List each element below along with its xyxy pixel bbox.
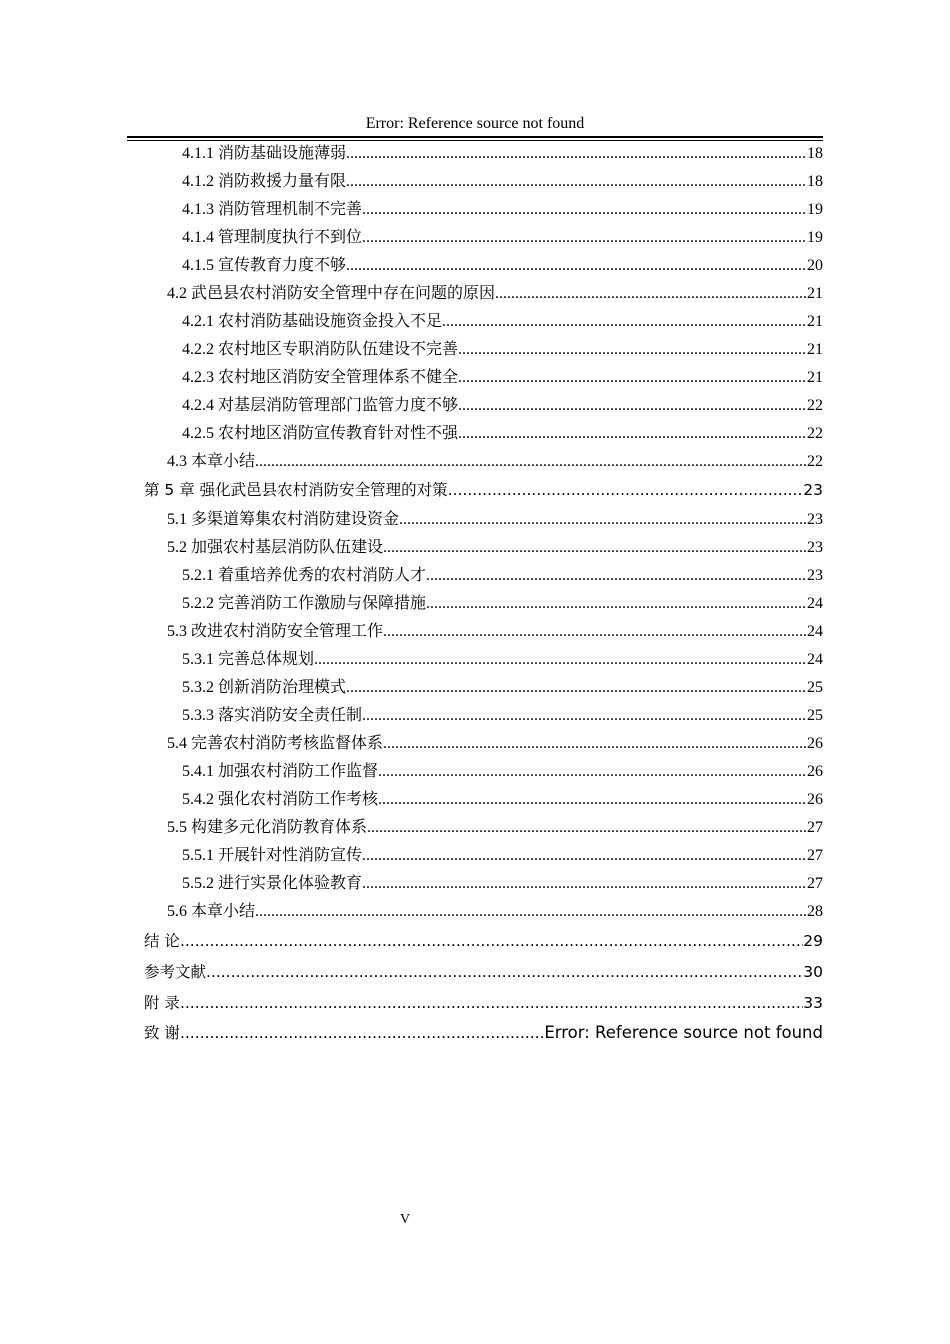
toc-entry-page: 24 xyxy=(807,623,823,640)
toc-leader xyxy=(458,367,807,389)
toc-leader xyxy=(346,171,807,193)
header-rule-thin xyxy=(127,140,823,141)
toc-entry-label: 5.4 完善农村消防考核监督体系 xyxy=(167,735,384,752)
toc-entry[interactable] xyxy=(182,761,823,783)
toc-entry[interactable] xyxy=(167,509,823,531)
toc-entry-label: 5.2.1 着重培养优秀的农村消防人才 xyxy=(182,567,427,584)
toc-leader xyxy=(495,283,807,305)
toc-entry-label: 4.1.5 宣传教育力度不够 xyxy=(182,257,347,274)
toc-entry[interactable] xyxy=(182,199,823,221)
toc-entry-page: 29 xyxy=(803,932,823,950)
toc-entry-page: 26 xyxy=(807,791,823,808)
header-rule-thick xyxy=(127,136,823,138)
toc-entry-label: 4.3 本章小结 xyxy=(167,453,256,470)
toc-entry[interactable] xyxy=(182,367,823,389)
toc-entry[interactable] xyxy=(182,677,823,699)
toc-entry-page: 22 xyxy=(807,397,823,414)
toc-entry-page: 33 xyxy=(803,994,823,1012)
toc-entry-label: 5.4.2 强化农村消防工作考核 xyxy=(182,791,379,808)
toc-entry-label: 5.2.2 完善消防工作激励与保障措施 xyxy=(182,595,427,612)
toc-entry[interactable] xyxy=(182,423,823,445)
toc-leader xyxy=(383,621,807,643)
toc-entry-page: 19 xyxy=(807,201,823,218)
toc-entry-page: 30 xyxy=(803,963,823,981)
toc-leader xyxy=(180,992,803,1014)
toc-entry[interactable] xyxy=(167,451,823,473)
toc-entry[interactable] xyxy=(167,621,823,643)
toc-leader xyxy=(362,199,807,221)
toc-entry-label: 结 论 xyxy=(144,932,180,950)
toc-leader xyxy=(362,705,807,727)
toc-leader xyxy=(367,817,807,839)
toc-entry[interactable] xyxy=(182,143,823,165)
toc-entry-page: 24 xyxy=(807,595,823,612)
toc-entry-page: 22 xyxy=(807,425,823,442)
toc-entry-label: 5.1 多渠道筹集农村消防建设资金 xyxy=(167,511,400,528)
toc-entry-page: 18 xyxy=(807,173,823,190)
toc-leader xyxy=(378,761,807,783)
toc-leader xyxy=(255,451,807,473)
toc-entry-page: 27 xyxy=(807,847,823,864)
toc-entry-label: 5.5.1 开展针对性消防宣传 xyxy=(182,847,363,864)
toc-entry-page: 27 xyxy=(807,819,823,836)
toc-entry-label: 4.2 武邑县农村消防安全管理中存在问题的原因 xyxy=(167,285,496,302)
toc-entry-page: 19 xyxy=(807,229,823,246)
toc-entry[interactable] xyxy=(182,789,823,811)
toc-leader xyxy=(346,143,807,165)
toc-entry-label: 5.3.2 创新消防治理模式 xyxy=(182,679,347,696)
toc-leader xyxy=(346,677,807,699)
toc-entry[interactable] xyxy=(167,537,823,559)
toc-entry-label: 第 5 章 强化武邑县农村消防安全管理的对策 xyxy=(144,481,448,499)
toc-entry-page: 24 xyxy=(807,651,823,668)
toc-entry-page: 21 xyxy=(807,313,823,330)
toc-entry-label: 4.1.1 消防基础设施薄弱 xyxy=(182,145,347,162)
toc-entry-label: 5.5.2 进行实景化体验教育 xyxy=(182,875,363,892)
toc-entry-page: 28 xyxy=(807,903,823,920)
toc-entry[interactable] xyxy=(182,395,823,417)
toc-leader xyxy=(314,649,807,671)
toc-leader xyxy=(399,509,807,531)
page-header: Error: Reference source not found xyxy=(365,115,585,132)
toc-entry-page: 25 xyxy=(807,679,823,696)
toc-entry[interactable] xyxy=(182,171,823,193)
toc-leader xyxy=(346,255,807,277)
toc-entry[interactable] xyxy=(182,593,823,615)
toc-entry-label: 5.3.1 完善总体规划 xyxy=(182,651,315,668)
toc-entry-page: 23 xyxy=(803,481,823,499)
toc-leader xyxy=(362,873,807,895)
toc-entry-label: 4.1.3 消防管理机制不完善 xyxy=(182,201,363,218)
page-number: V xyxy=(399,1212,411,1227)
toc-entry-page: 26 xyxy=(807,735,823,752)
toc-entry-label: 5.4.1 加强农村消防工作监督 xyxy=(182,763,379,780)
toc-entry-label: 参考文献 xyxy=(144,963,207,981)
toc-entry[interactable] xyxy=(182,705,823,727)
toc-leader xyxy=(426,593,807,615)
toc-entry-label: 4.1.4 管理制度执行不到位 xyxy=(182,229,363,246)
toc-leader xyxy=(378,789,807,811)
toc-entry-label: 5.3 改进农村消防安全管理工作 xyxy=(167,623,384,640)
toc-leader xyxy=(383,537,807,559)
toc-entry[interactable] xyxy=(182,873,823,895)
toc-entry-label: 4.2.2 农村地区专职消防队伍建设不完善 xyxy=(182,341,459,358)
toc-entry-page: 22 xyxy=(807,453,823,470)
toc-entry-label: 5.2 加强农村基层消防队伍建设 xyxy=(167,539,384,556)
toc-leader xyxy=(180,930,803,952)
toc-leader xyxy=(458,423,807,445)
toc-entry-page: 21 xyxy=(807,341,823,358)
toc-entry[interactable] xyxy=(167,733,823,755)
toc-entry-label: 附 录 xyxy=(144,994,180,1012)
toc-entry-page: 18 xyxy=(807,145,823,162)
toc-leader xyxy=(426,565,807,587)
toc-entry-page: 23 xyxy=(807,511,823,528)
toc-entry-label: 5.5 构建多元化消防教育体系 xyxy=(167,819,368,836)
toc-entry-label: 4.1.2 消防救援力量有限 xyxy=(182,173,347,190)
toc-entry[interactable] xyxy=(182,339,823,361)
toc-entry-label: 5.3.3 落实消防安全责任制 xyxy=(182,707,363,724)
toc-leader xyxy=(458,395,807,417)
toc-leader xyxy=(448,479,804,501)
toc-leader xyxy=(362,227,807,249)
toc-leader xyxy=(362,845,807,867)
toc-chapter-entry[interactable] xyxy=(144,1022,823,1044)
toc-entry-page: 21 xyxy=(807,369,823,386)
toc-chapter-entry[interactable] xyxy=(144,479,823,501)
toc-entry-label: 4.2.5 农村地区消防宣传教育针对性不强 xyxy=(182,425,459,442)
toc-entry-page: 26 xyxy=(807,763,823,780)
toc-entry-label: 5.6 本章小结 xyxy=(167,903,256,920)
toc-entry-label: 致 谢 xyxy=(144,1024,180,1042)
toc-entry-page: 23 xyxy=(807,539,823,556)
toc-entry-page: 27 xyxy=(807,875,823,892)
toc-entry-label: 4.2.3 农村地区消防安全管理体系不健全 xyxy=(182,369,459,386)
toc-leader xyxy=(255,901,807,923)
toc-entry[interactable] xyxy=(167,817,823,839)
toc-leader xyxy=(206,961,803,983)
toc-entry[interactable] xyxy=(182,227,823,249)
toc-entry[interactable] xyxy=(167,901,823,923)
toc-leader xyxy=(180,1022,544,1044)
toc-leader xyxy=(383,733,807,755)
toc-entry-page: 21 xyxy=(807,285,823,302)
toc-entry[interactable] xyxy=(182,255,823,277)
toc-chapter-entry[interactable] xyxy=(144,961,823,983)
toc-entry-page: Error: Reference source not found xyxy=(544,1023,823,1042)
toc-entry-page: 25 xyxy=(807,707,823,724)
toc-leader xyxy=(458,339,807,361)
toc-entry[interactable] xyxy=(182,311,823,333)
toc-entry[interactable] xyxy=(182,845,823,867)
toc-chapter-entry[interactable] xyxy=(144,992,823,1014)
toc-leader xyxy=(442,311,807,333)
toc-chapter-entry[interactable] xyxy=(144,930,823,952)
toc-entry[interactable] xyxy=(182,649,823,671)
toc-entry[interactable] xyxy=(182,565,823,587)
toc-entry[interactable] xyxy=(167,283,823,305)
toc-entry-label: 4.2.4 对基层消防管理部门监管力度不够 xyxy=(182,397,459,414)
toc-entry-page: 23 xyxy=(807,567,823,584)
toc-entry-label: 4.2.1 农村消防基础设施资金投入不足 xyxy=(182,313,443,330)
toc-entry-page: 20 xyxy=(807,257,823,274)
